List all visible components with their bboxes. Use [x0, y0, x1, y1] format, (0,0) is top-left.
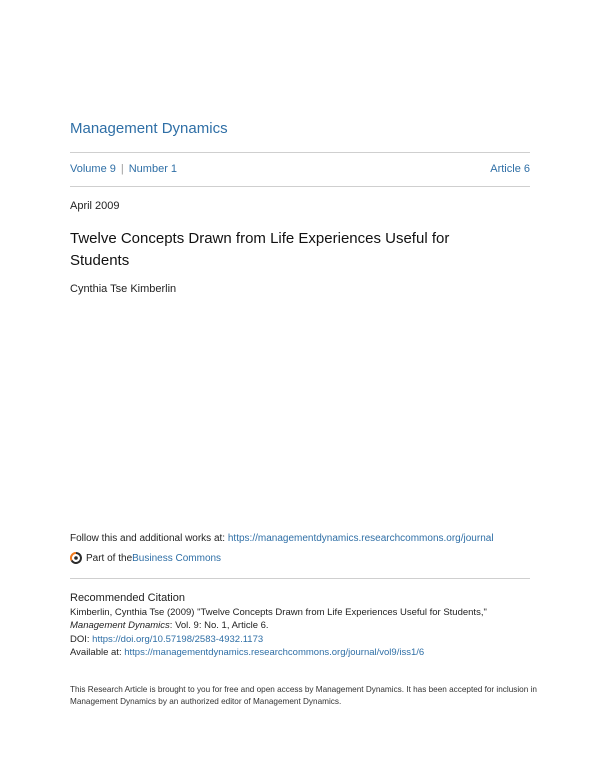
citation-available-line	[70, 646, 540, 659]
author-name: Cynthia Tse Kimberlin	[70, 283, 177, 295]
citation-line-1: Kimberlin, Cynthia Tse (2009) "Twelve Concepts Drawn from Life Experiences Useful for Students,"	[70, 607, 487, 618]
article-link[interactable]: Article 6	[490, 163, 530, 175]
divider-issue	[70, 186, 530, 187]
number-link[interactable]: Number 1	[128, 163, 178, 175]
available-label: Available at:	[70, 646, 125, 658]
citation-volume: : Vol. 9: No. 1, Article 6.	[169, 620, 269, 632]
doi-link[interactable]: https://doi.org/10.57198/2583-4932.1173	[92, 633, 264, 645]
paper-title: Twelve Concepts Drawn from Life Experiences Useful for Students	[70, 230, 450, 269]
publication-date: April 2009	[70, 200, 120, 212]
journal-title-link[interactable]: Management Dynamics	[70, 120, 228, 137]
commons-network-icon	[70, 552, 82, 564]
follow-prefix: Follow this and additional works at:	[70, 533, 228, 544]
citation-line-2	[70, 619, 540, 632]
part-of-prefix: Part of the	[86, 552, 133, 564]
divider-citation	[70, 578, 530, 579]
business-commons-link[interactable]: Business Commons	[132, 552, 222, 564]
divider-top	[70, 152, 530, 153]
citation-journal: Management Dynamics	[70, 620, 170, 632]
citation-block	[70, 606, 540, 659]
volume-link[interactable]: Volume 9	[70, 163, 116, 175]
doi-label: DOI:	[70, 633, 93, 645]
issue-separator: |	[120, 163, 124, 175]
follow-url-link[interactable]: https://managementdynamics.researchcommons.org/journal	[227, 533, 494, 544]
issue-row	[70, 163, 530, 175]
follow-line	[70, 533, 494, 544]
citation-doi-line	[70, 633, 540, 646]
access-statement: This Research Article is brought to you for free and open access by Management Dynamics. It has been accepted for inclusion in Management Dynamics by an authorized editor of Management Dynamics.	[70, 685, 537, 706]
part-of-line	[70, 552, 221, 564]
citation-heading: Recommended Citation	[70, 592, 185, 604]
available-link[interactable]: https://managementdynamics.researchcommons.org/journal/vol9/iss1/6	[124, 646, 425, 658]
